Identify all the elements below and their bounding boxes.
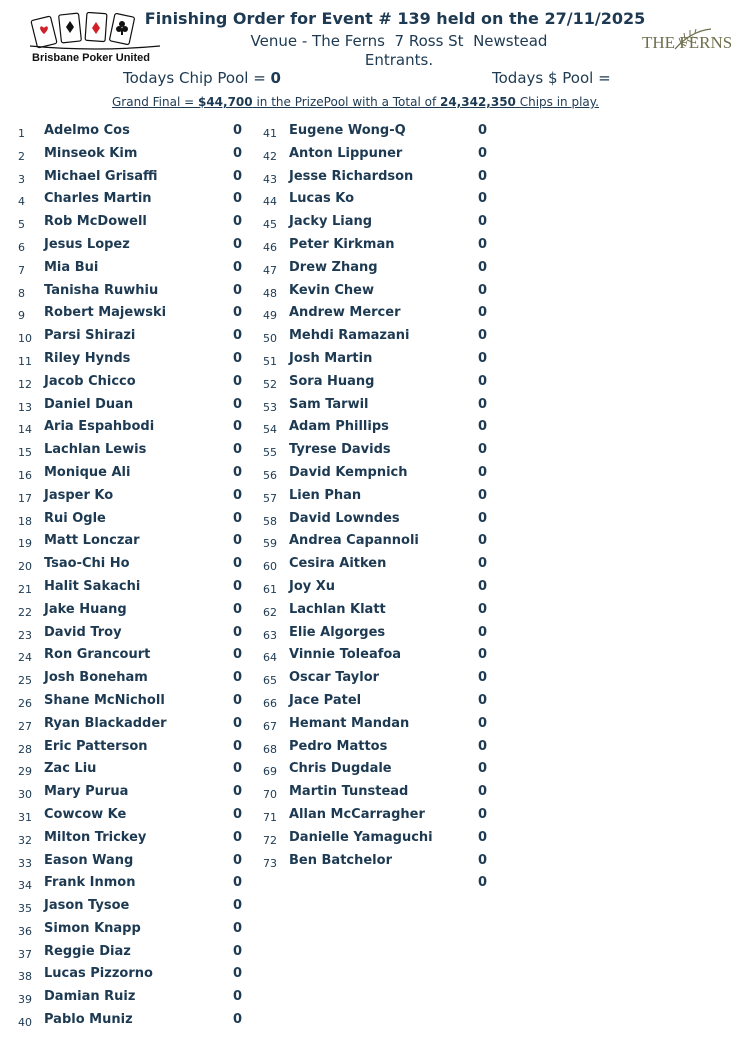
- player-chips: 0: [478, 168, 488, 184]
- player-chips: 0: [478, 259, 488, 275]
- player-name: Reggie Diaz: [44, 943, 131, 959]
- player-position: 5: [18, 218, 25, 232]
- player-chips: 0: [478, 464, 488, 480]
- player-position: 30: [18, 788, 32, 802]
- player-position: 33: [18, 856, 32, 870]
- player-name: Vinnie Toleafoa: [289, 647, 402, 663]
- player-name: Eugene Wong-Q: [289, 123, 406, 138]
- player-position: 57: [263, 491, 277, 505]
- player-position: 36: [18, 924, 32, 938]
- player-position: 1: [18, 127, 25, 140]
- player-chips: 0: [233, 806, 243, 822]
- player-position: 15: [18, 446, 32, 460]
- player-position: 45: [263, 218, 277, 232]
- player-name: Adam Phillips: [289, 419, 389, 435]
- player-chips: 0: [478, 236, 488, 252]
- player-chips: 0: [233, 920, 243, 936]
- player-name: Oscar Taylor: [289, 670, 380, 686]
- player-name: Lucas Pizzorno: [44, 966, 153, 982]
- player-chips: 0: [233, 259, 243, 275]
- page-title: Finishing Order for Event # 139 held on the 27/11/2025: [144, 9, 646, 28]
- player-position: 32: [18, 833, 32, 847]
- player-position: 47: [263, 263, 277, 277]
- entrants-label: Entrants.: [364, 51, 434, 69]
- player-name: Sam Tarwil: [289, 396, 369, 412]
- player-name: Mia Bui: [44, 259, 99, 275]
- player-position: 41: [263, 127, 277, 140]
- player-name: Halit Sakachi: [44, 578, 141, 594]
- player-position: 22: [18, 605, 32, 619]
- player-name: Josh Martin: [289, 350, 373, 366]
- player-chips: 0: [233, 875, 243, 891]
- player-chips: 0: [478, 875, 488, 891]
- player-chips: 0: [478, 692, 488, 708]
- player-chips: 0: [478, 601, 488, 617]
- dollar-pool-label: Todays $ Pool =: [492, 69, 611, 87]
- player-position: 40: [18, 1016, 32, 1030]
- player-name: Parsi Shirazi: [44, 328, 136, 344]
- player-name: Andrew Mercer: [289, 305, 401, 321]
- player-position: 51: [263, 354, 277, 368]
- player-name: Matt Lonczar: [44, 533, 140, 549]
- venue-text: Venue - The Ferns 7 Ross St Newstead: [250, 32, 548, 50]
- player-name: Charles Martin: [44, 191, 152, 207]
- player-name: Cesira Aitken: [289, 556, 387, 572]
- player-chips: 0: [478, 396, 488, 412]
- player-chips: 0: [233, 123, 243, 138]
- player-chips: 0: [478, 328, 488, 344]
- player-position: 35: [18, 902, 32, 916]
- player-position: 26: [18, 696, 32, 710]
- player-chips: 0: [478, 214, 488, 230]
- player-position: 9: [18, 309, 25, 323]
- chip-pool-value: 0: [270, 69, 281, 87]
- fern-icon: [673, 27, 713, 53]
- player-chips: 0: [478, 373, 488, 389]
- player-chips: 0: [478, 442, 488, 458]
- player-chips: 0: [233, 715, 243, 731]
- player-name: Jace Patel: [289, 692, 362, 708]
- player-chips: 0: [233, 966, 243, 982]
- player-chips: 0: [233, 464, 243, 480]
- player-chips: 0: [233, 350, 243, 366]
- player-name: David Kempnich: [289, 464, 408, 480]
- player-position: 34: [18, 879, 32, 893]
- player-name: Jacky Liang: [289, 214, 373, 230]
- player-name: Elie Algorges: [289, 624, 386, 640]
- player-position: 71: [263, 810, 277, 824]
- player-chips: 0: [233, 761, 243, 777]
- player-name: Rui Ogle: [44, 510, 106, 526]
- player-chips: 0: [233, 692, 243, 708]
- player-name: Pedro Mattos: [289, 738, 388, 754]
- player-chips: 0: [233, 145, 243, 161]
- player-chips: 0: [233, 214, 243, 230]
- player-position: 7: [18, 263, 25, 277]
- player-name: Adelmo Cos: [44, 123, 130, 138]
- player-position: 38: [18, 970, 32, 984]
- player-chips: 0: [233, 510, 243, 526]
- right-logo-text: THE FERNS: [642, 33, 733, 52]
- player-position: 69: [263, 765, 277, 779]
- player-name: Danielle Yamaguchi: [289, 829, 433, 845]
- player-chips: 0: [478, 829, 488, 845]
- player-position: 31: [18, 810, 32, 824]
- player-name: Ben Batchelor: [289, 852, 392, 868]
- player-name: Jacob Chicco: [44, 373, 136, 389]
- player-position: 46: [263, 240, 277, 254]
- player-position: 60: [263, 560, 277, 574]
- player-name: Jake Huang: [44, 601, 127, 617]
- player-chips: 0: [478, 578, 488, 594]
- player-position: 58: [263, 514, 277, 528]
- player-name: Ron Grancourt: [44, 647, 151, 663]
- player-name: Eric Patterson: [44, 738, 148, 754]
- player-position: 72: [263, 833, 277, 847]
- player-name: Mehdi Ramazani: [289, 328, 410, 344]
- player-name: Frank Inmon: [44, 875, 136, 891]
- player-chips: 0: [478, 670, 488, 686]
- player-chips: 0: [478, 305, 488, 321]
- player-name: Jesus Lopez: [44, 236, 130, 252]
- player-name: Andrea Capannoli: [289, 533, 419, 549]
- player-position: 29: [18, 765, 32, 779]
- player-chips: 0: [233, 601, 243, 617]
- player-name: Jason Tysoe: [44, 898, 130, 914]
- player-position: 10: [18, 332, 32, 346]
- player-chips: 0: [233, 556, 243, 572]
- grand-final-line: [112, 95, 652, 109]
- player-name: Jesse Richardson: [289, 168, 414, 184]
- player-name: Lucas Ko: [289, 191, 355, 207]
- player-position: 68: [263, 742, 277, 756]
- player-name: Joy Xu: [289, 578, 336, 594]
- player-chips: 0: [478, 282, 488, 298]
- player-position: 6: [18, 240, 25, 254]
- player-name: Riley Hynds: [44, 350, 131, 366]
- player-name: David Troy: [44, 624, 122, 640]
- player-position: 18: [18, 514, 32, 528]
- player-name: Kevin Chew: [289, 282, 374, 298]
- player-position: 12: [18, 377, 32, 391]
- player-position: 28: [18, 742, 32, 756]
- player-position: 3: [18, 172, 25, 186]
- player-chips: 0: [478, 145, 488, 161]
- player-name: Zac Liu: [44, 761, 97, 777]
- player-name: Lachlan Klatt: [289, 601, 386, 617]
- player-chips: 0: [233, 647, 243, 663]
- player-position: 59: [263, 537, 277, 551]
- player-position: 52: [263, 377, 277, 391]
- player-chips: 0: [478, 556, 488, 572]
- player-position: 16: [18, 468, 32, 482]
- player-name: Cowcow Ke: [44, 806, 127, 822]
- player-name: Tanisha Ruwhiu: [44, 282, 159, 298]
- player-position: 66: [263, 696, 277, 710]
- player-name: Mary Purua: [44, 784, 129, 800]
- player-chips: 0: [233, 236, 243, 252]
- player-chips: 0: [233, 670, 243, 686]
- player-position: 70: [263, 788, 277, 802]
- player-name: Damian Ruiz: [44, 989, 136, 1005]
- player-position: 44: [263, 195, 277, 209]
- player-name: Allan McCarragher: [289, 806, 425, 822]
- player-name: Peter Kirkman: [289, 236, 395, 252]
- player-position: 23: [18, 628, 32, 642]
- player-position: 63: [263, 628, 277, 642]
- chip-pool-label: Todays Chip Pool =: [123, 69, 271, 87]
- player-position: 42: [263, 149, 277, 163]
- player-name: Jasper Ko: [44, 487, 114, 503]
- player-chips: 0: [233, 373, 243, 389]
- player-position: 56: [263, 468, 277, 482]
- player-name: Aria Espahbodi: [44, 419, 155, 435]
- player-position: 48: [263, 286, 277, 300]
- player-position: 55: [263, 446, 277, 460]
- player-position: 13: [18, 400, 32, 414]
- player-name: Michael Grisaffi: [44, 168, 158, 184]
- player-chips: 0: [233, 784, 243, 800]
- player-chips: 0: [233, 396, 243, 412]
- player-chips: 0: [233, 328, 243, 344]
- player-chips: 0: [233, 898, 243, 914]
- player-name: Rob McDowell: [44, 214, 147, 230]
- player-name: David Lowndes: [289, 510, 400, 526]
- player-name: Lachlan Lewis: [44, 442, 147, 458]
- player-name: Hemant Mandan: [289, 715, 410, 731]
- player-chips: 0: [478, 647, 488, 663]
- player-name: Milton Trickey: [44, 829, 147, 845]
- player-position: 61: [263, 582, 277, 596]
- left-logo-text: Brisbane Poker United: [32, 52, 150, 64]
- grand-final-chips: 24,342,350: [439, 95, 516, 109]
- player-position: 62: [263, 605, 277, 619]
- player-position: 53: [263, 400, 277, 414]
- player-chips: 0: [233, 578, 243, 594]
- player-chips: 0: [478, 806, 488, 822]
- player-name: Tyrese Davids: [289, 442, 391, 458]
- player-position: 8: [18, 286, 25, 300]
- player-position: 27: [18, 719, 32, 733]
- player-position: 39: [18, 993, 32, 1007]
- player-position: 50: [263, 332, 277, 346]
- player-position: 17: [18, 491, 32, 505]
- player-chips: 0: [478, 761, 488, 777]
- player-chips: 0: [233, 624, 243, 640]
- player-chips: 0: [233, 442, 243, 458]
- player-position: 64: [263, 651, 277, 665]
- player-name: Simon Knapp: [44, 920, 141, 936]
- player-chips: 0: [233, 1012, 243, 1028]
- player-chips: 0: [233, 829, 243, 845]
- player-name: Minseok Kim: [44, 145, 138, 161]
- grand-final-middle: in the PrizePool with a Total of: [252, 95, 440, 109]
- player-position: 73: [263, 856, 277, 870]
- player-name: Chris Dugdale: [289, 761, 392, 777]
- grand-final-suffix: Chips in play.: [515, 95, 599, 109]
- player-name: Josh Boneham: [44, 670, 148, 686]
- player-chips: 0: [233, 487, 243, 503]
- player-name: Pablo Muniz: [44, 1012, 133, 1028]
- player-position: 37: [18, 947, 32, 961]
- player-position: 25: [18, 674, 32, 688]
- player-name: Monique Ali: [44, 464, 131, 480]
- player-chips: 0: [478, 419, 488, 435]
- player-chips: 0: [233, 989, 243, 1005]
- player-chips: 0: [478, 852, 488, 868]
- player-position: 19: [18, 537, 32, 551]
- player-position: 21: [18, 582, 32, 596]
- player-chips: 0: [478, 624, 488, 640]
- player-chips: 0: [478, 510, 488, 526]
- player-name: Anton Lippuner: [289, 145, 403, 161]
- player-position: 54: [263, 423, 277, 437]
- chip-pool: [123, 69, 281, 87]
- player-chips: 0: [478, 191, 488, 207]
- player-name: Robert Majewski: [44, 305, 167, 321]
- player-name: Lien Phan: [289, 487, 362, 503]
- grand-final-amount: $44,700: [197, 95, 253, 109]
- player-chips: 0: [233, 282, 243, 298]
- player-chips: 0: [233, 419, 243, 435]
- player-chips: 0: [478, 350, 488, 366]
- player-chips: 0: [233, 533, 243, 549]
- player-chips: 0: [478, 738, 488, 754]
- player-position: 2: [18, 149, 25, 163]
- player-position: 14: [18, 423, 32, 437]
- player-chips: 0: [233, 852, 243, 868]
- player-name: Shane McNicholl: [44, 692, 165, 708]
- player-position: 11: [18, 354, 32, 368]
- player-chips: 0: [478, 123, 488, 138]
- player-name: Martin Tunstead: [289, 784, 409, 800]
- player-name: Sora Huang: [289, 373, 375, 389]
- player-name: Tsao-Chi Ho: [44, 556, 130, 572]
- player-chips: 0: [233, 305, 243, 321]
- player-position: 24: [18, 651, 32, 665]
- player-chips: 0: [233, 191, 243, 207]
- player-position: 65: [263, 674, 277, 688]
- player-name: Ryan Blackadder: [44, 715, 167, 731]
- player-position: 67: [263, 719, 277, 733]
- player-chips: 0: [478, 715, 488, 731]
- player-position: 20: [18, 560, 32, 574]
- player-name: Eason Wang: [44, 852, 134, 868]
- player-chips: 0: [478, 784, 488, 800]
- grand-final-prefix: Grand Final =: [112, 95, 198, 109]
- player-chips: 0: [478, 533, 488, 549]
- player-chips: 0: [233, 943, 243, 959]
- player-position: 4: [18, 195, 25, 209]
- player-position: 43: [263, 172, 277, 186]
- player-name: Drew Zhang: [289, 259, 378, 275]
- player-position: 49: [263, 309, 277, 323]
- player-chips: 0: [233, 738, 243, 754]
- player-chips: 0: [478, 487, 488, 503]
- player-name: Daniel Duan: [44, 396, 134, 412]
- player-chips: 0: [233, 168, 243, 184]
